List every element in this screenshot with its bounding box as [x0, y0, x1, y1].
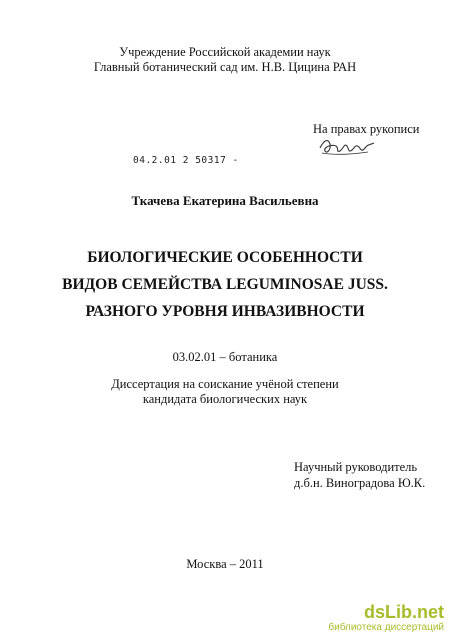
- degree-line-1: Диссертация на соискание учёной степени: [111, 377, 339, 391]
- rights-note: На правах рукописи: [313, 122, 420, 136]
- watermark-brand: dsLib.net: [364, 602, 444, 622]
- dissertation-title: [0, 244, 450, 325]
- degree-statement: [0, 377, 450, 407]
- supervisor-name: д.б.н. Виноградова Ю.К.: [294, 476, 426, 490]
- registration-stamp: 04.2.01 2 50317 -: [133, 155, 239, 166]
- supervisor-title: Научный руководитель: [294, 460, 418, 474]
- institution-line-1: Учреждение Российской академии наук: [119, 45, 331, 59]
- handwritten-signature: [318, 134, 376, 158]
- title-line-3: РАЗНОГО УРОВНЯ ИНВАЗИВНОСТИ: [85, 303, 365, 320]
- author-name: Ткачева Екатерина Васильевна: [131, 193, 319, 208]
- watermark-tagline: библиотека диссертаций: [328, 622, 444, 633]
- title-line-2: ВИДОВ СЕМЕЙСТВА LEGUMINOSAE JUSS.: [62, 276, 388, 293]
- city-year: Москва – 2011: [186, 557, 264, 571]
- specialty: 03.02.01 – ботаника: [172, 350, 278, 364]
- degree-line-2: кандидата биологических наук: [142, 392, 308, 406]
- title-line-1: БИОЛОГИЧЕСКИЕ ОСОБЕННОСТИ: [87, 249, 363, 266]
- supervisor-block: [294, 459, 425, 491]
- institution-line-2: Главный ботанический сад им. Н.В. Цицина РАН: [93, 60, 357, 74]
- dslib-watermark: [328, 602, 444, 634]
- institution-header: [0, 45, 450, 75]
